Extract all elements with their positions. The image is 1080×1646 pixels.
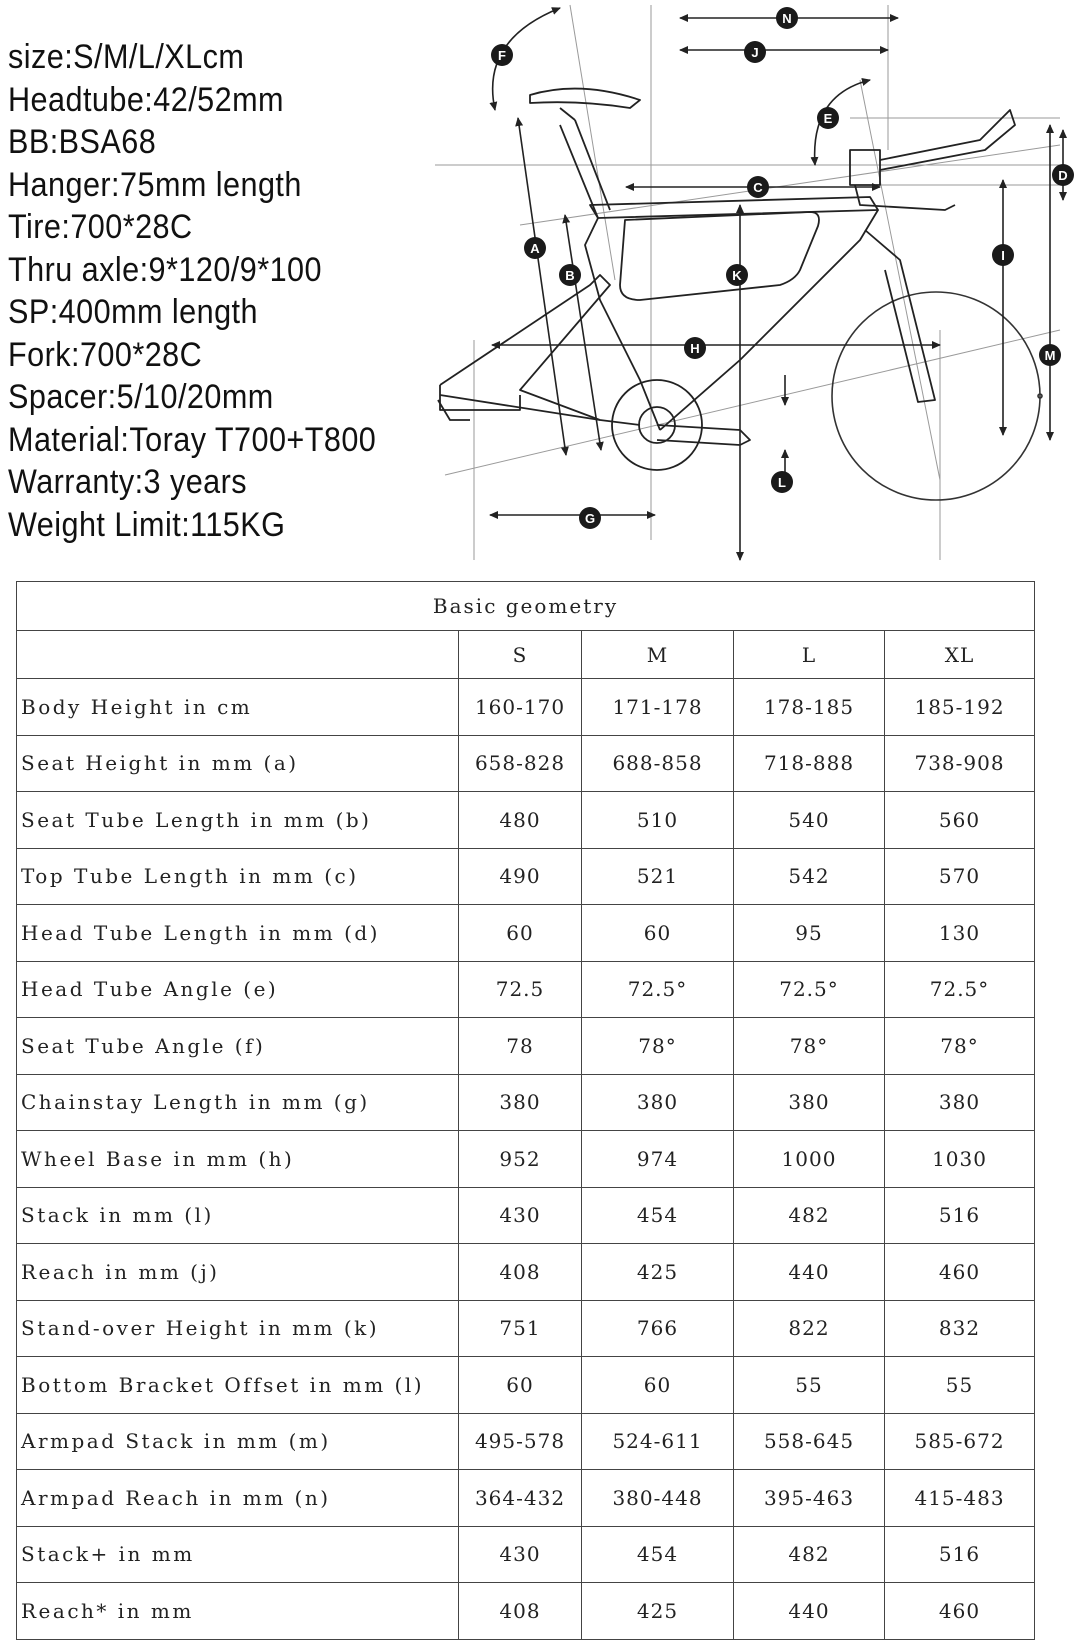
marker-e xyxy=(817,107,839,129)
table-title-row xyxy=(17,582,1035,631)
value-cell: 425 xyxy=(582,1583,734,1640)
marker-f xyxy=(491,44,513,66)
table-row xyxy=(17,1074,1035,1131)
value-cell: 408 xyxy=(459,1583,582,1640)
value-cell: 430 xyxy=(459,1187,582,1244)
row-label: Seat Height in mm (a) xyxy=(17,735,459,792)
spec-size: size:S/M/L/XLcm xyxy=(8,38,245,76)
marker-g xyxy=(579,507,601,529)
svg-text:L: L xyxy=(778,475,786,490)
value-cell: 380 xyxy=(459,1074,582,1131)
marker-c xyxy=(747,176,769,198)
value-cell: 408 xyxy=(459,1244,582,1301)
value-cell: 718-888 xyxy=(734,735,885,792)
row-label: Body Height in cm xyxy=(17,679,459,736)
table-row xyxy=(17,1357,1035,1414)
row-label: Top Tube Length in mm (c) xyxy=(17,848,459,905)
svg-text:F: F xyxy=(498,48,506,63)
value-cell: 440 xyxy=(734,1583,885,1640)
svg-text:B: B xyxy=(565,268,575,283)
value-cell: 482 xyxy=(734,1187,885,1244)
value-cell: 72.5° xyxy=(885,961,1035,1018)
value-cell: 570 xyxy=(885,848,1035,905)
table-row xyxy=(17,905,1035,962)
value-cell: 822 xyxy=(734,1300,885,1357)
spec-spacer: Spacer:5/10/20mm xyxy=(8,378,274,416)
value-cell: 585-672 xyxy=(885,1413,1035,1470)
marker-n xyxy=(776,7,798,29)
size-header: XL xyxy=(885,631,1035,679)
row-label: Stand-over Height in mm (k) xyxy=(17,1300,459,1357)
table-row xyxy=(17,1413,1035,1470)
value-cell: 454 xyxy=(582,1187,734,1244)
value-cell: 440 xyxy=(734,1244,885,1301)
value-cell: 178-185 xyxy=(734,679,885,736)
table-row xyxy=(17,1244,1035,1301)
value-cell: 78 xyxy=(459,1018,582,1075)
value-cell: 495-578 xyxy=(459,1413,582,1470)
table-row xyxy=(17,679,1035,736)
row-label: Seat Tube Length in mm (b) xyxy=(17,792,459,849)
svg-text:N: N xyxy=(782,11,792,26)
marker-b xyxy=(559,264,581,286)
value-cell: 516 xyxy=(885,1187,1035,1244)
value-cell: 78° xyxy=(582,1018,734,1075)
marker-l xyxy=(771,471,793,493)
value-cell: 658-828 xyxy=(459,735,582,792)
spec-material: Material:Toray T700+T800 xyxy=(8,420,377,459)
size-header: S xyxy=(459,631,582,679)
svg-text:J: J xyxy=(751,45,759,60)
value-cell: 380 xyxy=(885,1074,1035,1131)
svg-text:M: M xyxy=(1044,348,1056,363)
value-cell: 1030 xyxy=(885,1131,1035,1188)
table-row xyxy=(17,1018,1035,1075)
marker-a xyxy=(524,237,546,259)
value-cell: 430 xyxy=(459,1526,582,1583)
spec-warranty: Warranty:3 years xyxy=(8,463,248,501)
value-cell: 952 xyxy=(459,1131,582,1188)
table-row xyxy=(17,1187,1035,1244)
value-cell: 130 xyxy=(885,905,1035,962)
value-cell: 72.5° xyxy=(734,961,885,1018)
header-blank-cell xyxy=(17,631,459,679)
value-cell: 60 xyxy=(582,1357,734,1414)
spec-headtube: Headtube:42/52mm xyxy=(8,80,284,119)
value-cell: 95 xyxy=(734,905,885,962)
value-cell: 185-192 xyxy=(885,679,1035,736)
svg-text:C: C xyxy=(753,180,763,195)
value-cell: 55 xyxy=(734,1357,885,1414)
bike-geometry-diagram xyxy=(430,0,1080,570)
value-cell: 454 xyxy=(582,1526,734,1583)
marker-m xyxy=(1039,344,1061,366)
value-cell: 480 xyxy=(459,792,582,849)
value-cell: 521 xyxy=(582,848,734,905)
value-cell: 60 xyxy=(582,905,734,962)
value-cell: 380-448 xyxy=(582,1470,734,1527)
value-cell: 974 xyxy=(582,1131,734,1188)
svg-text:G: G xyxy=(584,511,596,526)
row-label: Chainstay Length in mm (g) xyxy=(17,1074,459,1131)
specs-list xyxy=(8,36,428,546)
spec-hanger: Hanger:75mm length xyxy=(8,165,302,204)
marker-h xyxy=(684,337,706,359)
value-cell: 460 xyxy=(885,1244,1035,1301)
value-cell: 832 xyxy=(885,1300,1035,1357)
value-cell: 72.5° xyxy=(582,961,734,1018)
row-label: Head Tube Angle (e) xyxy=(17,961,459,1018)
spec-tire: Tire:700*28C xyxy=(8,208,193,246)
table-header-row xyxy=(17,631,1035,679)
value-cell: 482 xyxy=(734,1526,885,1583)
row-label: Stack+ in mm xyxy=(17,1526,459,1583)
svg-text:D: D xyxy=(1058,168,1068,183)
svg-text:K: K xyxy=(732,268,742,283)
table-row xyxy=(17,735,1035,792)
table-row xyxy=(17,1300,1035,1357)
spec-bb: BB:BSA68 xyxy=(8,123,157,161)
row-label: Armpad Stack in mm (m) xyxy=(17,1413,459,1470)
value-cell: 490 xyxy=(459,848,582,905)
value-cell: 510 xyxy=(582,792,734,849)
value-cell: 395-463 xyxy=(734,1470,885,1527)
spec-thru-axle: Thru axle:9*120/9*100 xyxy=(8,250,322,289)
value-cell: 78° xyxy=(885,1018,1035,1075)
svg-text:H: H xyxy=(690,341,700,356)
geometry-table xyxy=(16,581,1035,1640)
marker-d xyxy=(1052,164,1074,186)
value-cell: 1000 xyxy=(734,1131,885,1188)
value-cell: 542 xyxy=(734,848,885,905)
value-cell: 540 xyxy=(734,792,885,849)
svg-text:E: E xyxy=(823,111,833,126)
value-cell: 55 xyxy=(885,1357,1035,1414)
table-row xyxy=(17,961,1035,1018)
value-cell: 78° xyxy=(734,1018,885,1075)
spec-weight-limit: Weight Limit:115KG xyxy=(8,505,286,544)
value-cell: 160-170 xyxy=(459,679,582,736)
row-label: Reach in mm (j) xyxy=(17,1244,459,1301)
size-header: L xyxy=(734,631,885,679)
marker-j xyxy=(744,41,766,63)
value-cell: 738-908 xyxy=(885,735,1035,792)
spec-fork: Fork:700*28C xyxy=(8,335,203,374)
value-cell: 751 xyxy=(459,1300,582,1357)
marker-i xyxy=(992,244,1014,266)
row-label: Armpad Reach in mm (n) xyxy=(17,1470,459,1527)
table-row xyxy=(17,1526,1035,1583)
row-label: Reach* in mm xyxy=(17,1583,459,1640)
row-label: Seat Tube Angle (f) xyxy=(17,1018,459,1075)
row-label: Wheel Base in mm (h) xyxy=(17,1131,459,1188)
value-cell: 364-432 xyxy=(459,1470,582,1527)
row-label: Bottom Bracket Offset in mm (l) xyxy=(17,1357,459,1414)
table-row xyxy=(17,1470,1035,1527)
value-cell: 516 xyxy=(885,1526,1035,1583)
table-row xyxy=(17,792,1035,849)
value-cell: 766 xyxy=(582,1300,734,1357)
row-label: Head Tube Length in mm (d) xyxy=(17,905,459,962)
marker-k xyxy=(726,264,748,286)
spec-seatpost: SP:400mm length xyxy=(8,293,258,331)
value-cell: 380 xyxy=(582,1074,734,1131)
value-cell: 72.5 xyxy=(459,961,582,1018)
value-cell: 558-645 xyxy=(734,1413,885,1470)
value-cell: 60 xyxy=(459,905,582,962)
svg-text:I: I xyxy=(1001,248,1005,263)
row-label: Stack in mm (l) xyxy=(17,1187,459,1244)
value-cell: 60 xyxy=(459,1357,582,1414)
table-row xyxy=(17,1131,1035,1188)
svg-text:A: A xyxy=(530,241,540,256)
value-cell: 171-178 xyxy=(582,679,734,736)
value-cell: 415-483 xyxy=(885,1470,1035,1527)
table-row xyxy=(17,1583,1035,1640)
value-cell: 380 xyxy=(734,1074,885,1131)
value-cell: 524-611 xyxy=(582,1413,734,1470)
table-title: Basic geometry xyxy=(17,582,1035,631)
size-header: M xyxy=(582,631,734,679)
value-cell: 425 xyxy=(582,1244,734,1301)
value-cell: 688-858 xyxy=(582,735,734,792)
table-row xyxy=(17,848,1035,905)
value-cell: 460 xyxy=(885,1583,1035,1640)
value-cell: 560 xyxy=(885,792,1035,849)
